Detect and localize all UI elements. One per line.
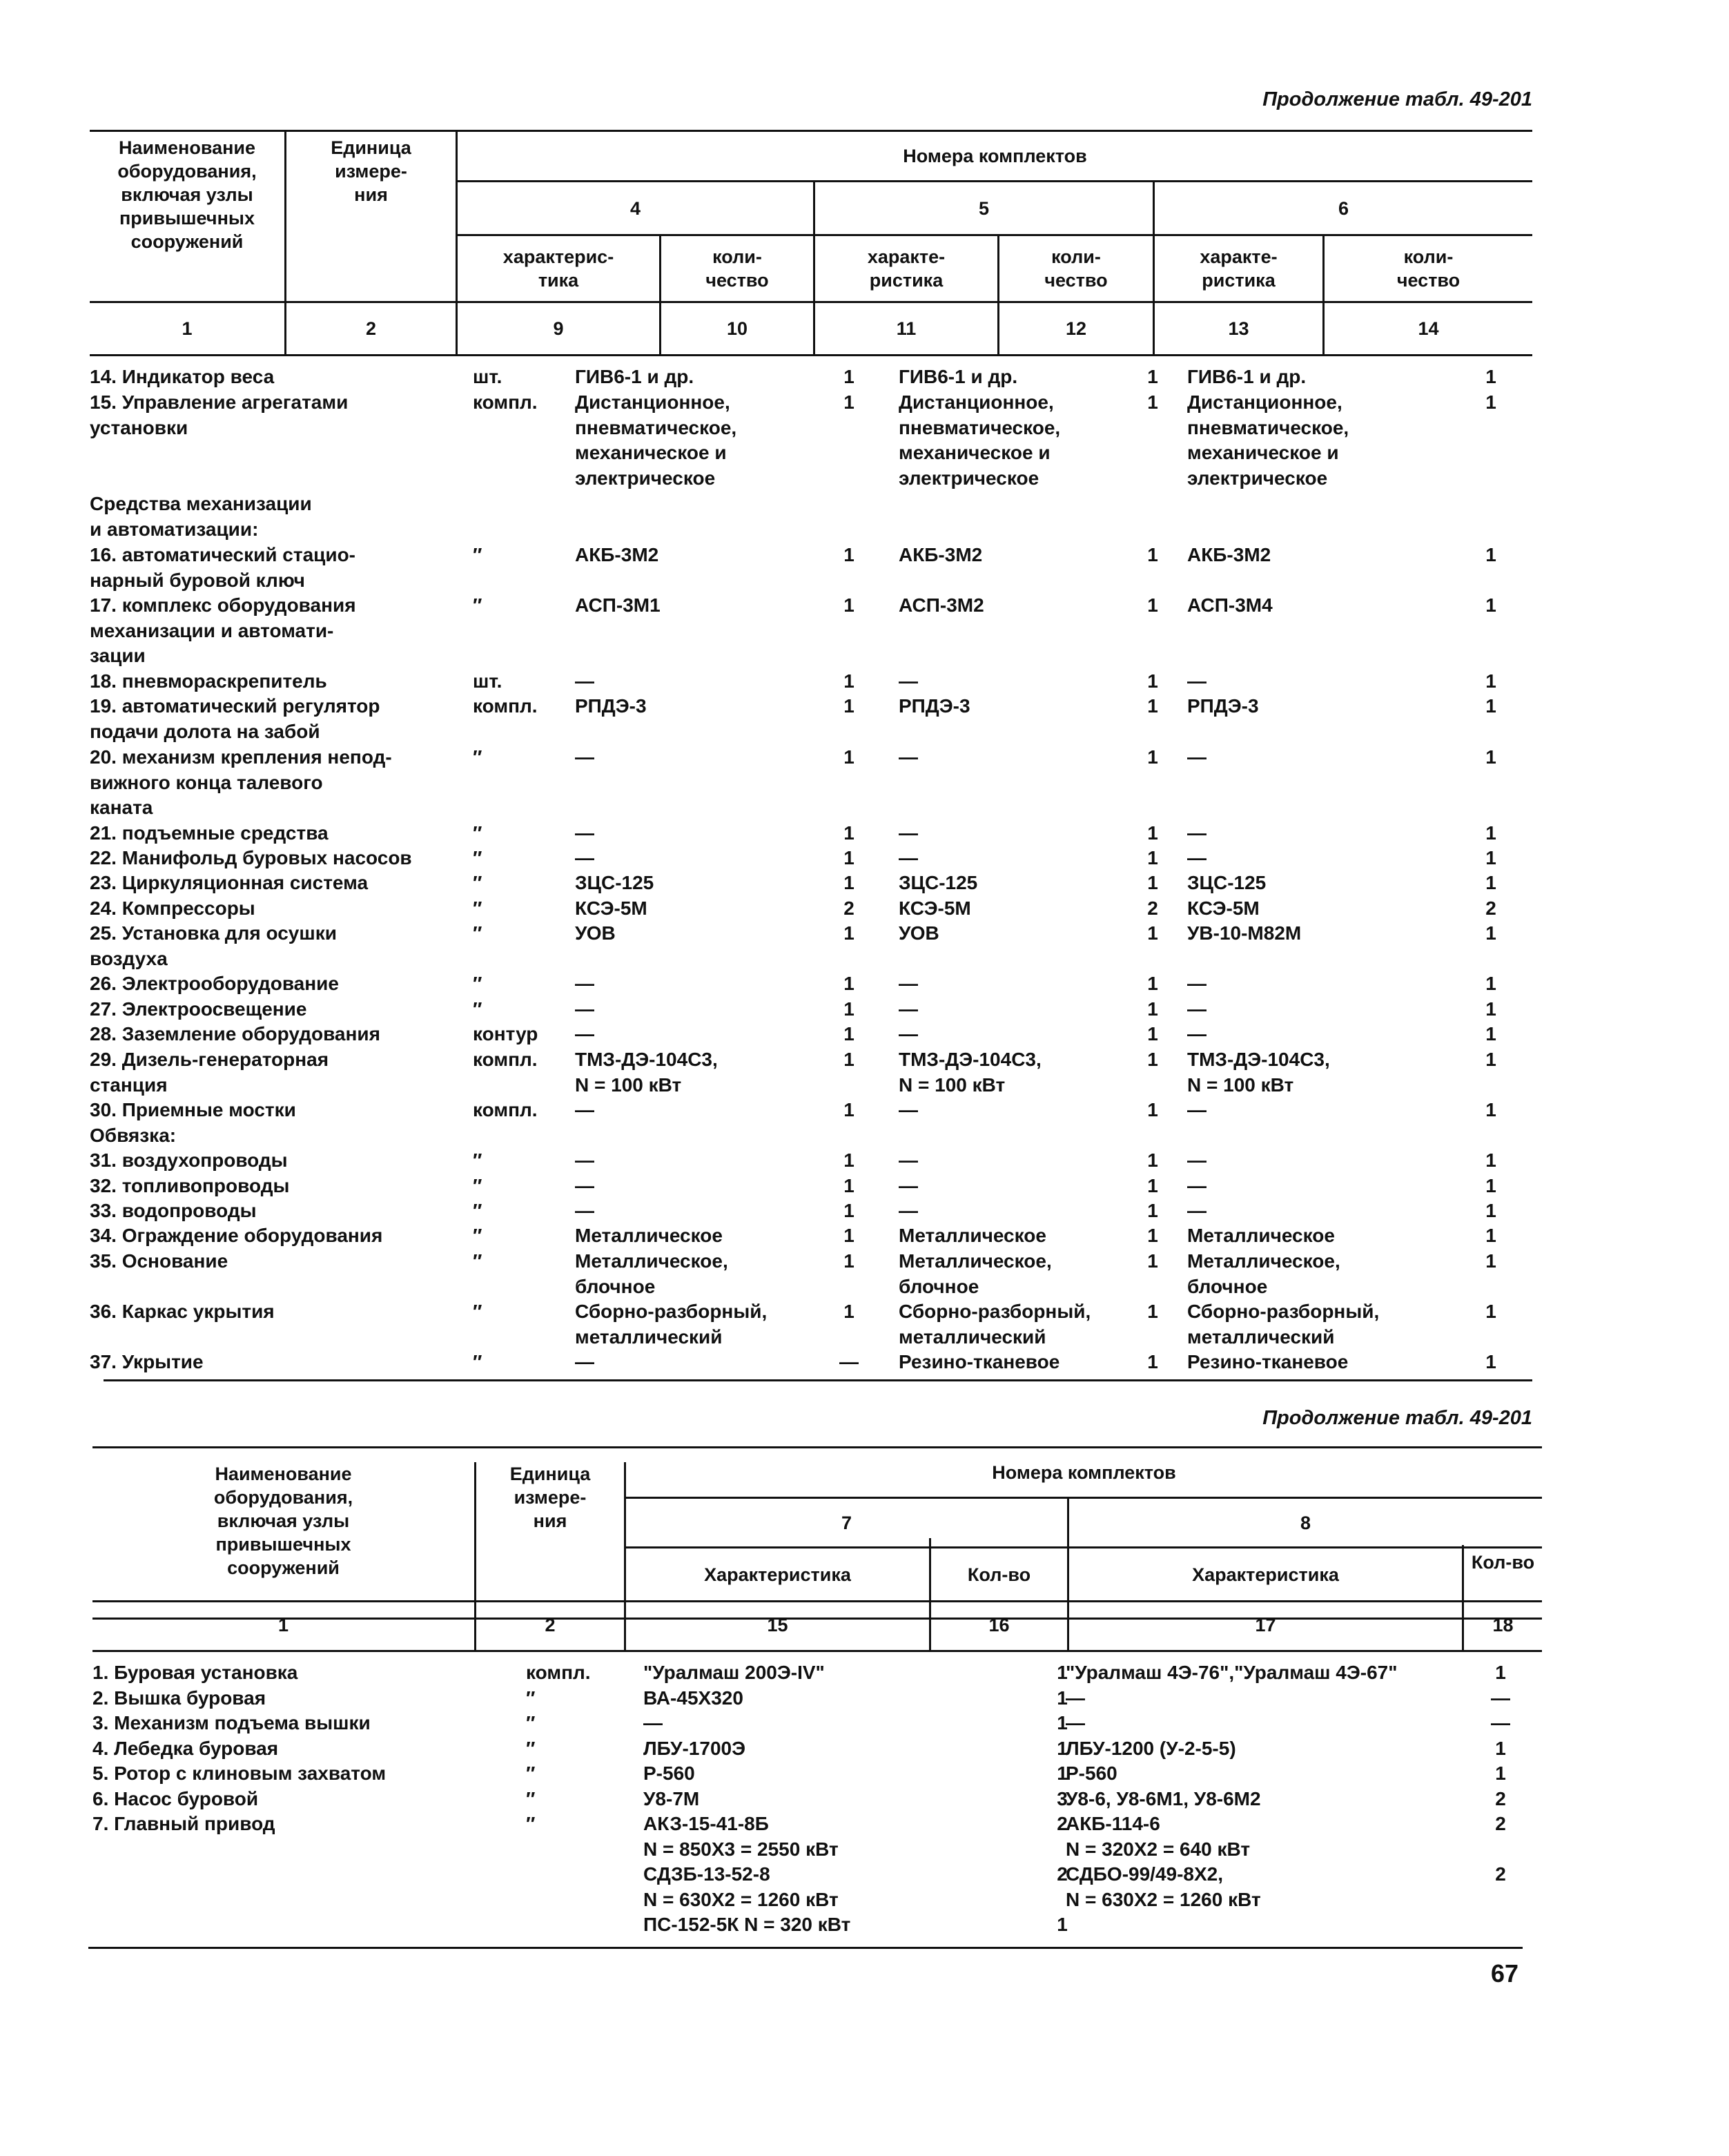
row-qty-7: 1	[1057, 1914, 1068, 1935]
row-char-4: ТМЗ-ДЭ-104С3, N = 100 кВт	[575, 1049, 718, 1096]
row-qty-6: 1	[1485, 1200, 1496, 1221]
row-char-6: Металлическое, блочное	[1187, 1250, 1340, 1297]
row-qty-5: 1	[1147, 1049, 1158, 1070]
row-char-6: —	[1187, 1149, 1207, 1171]
header-qty-6: коли- чество	[1396, 246, 1461, 291]
continuation-label-bottom: Продолжение табл. 49-201	[1262, 1407, 1532, 1429]
row-char-6: —	[1187, 746, 1207, 768]
row-name: 28. Заземление оборудования	[90, 1023, 380, 1045]
row-char-7: ВА-45Х320	[643, 1687, 743, 1709]
row-qty-6: 1	[1485, 1301, 1496, 1322]
row-qty-4: 1	[843, 366, 854, 387]
row-char-6: —	[1187, 670, 1207, 692]
header-qty-5: коли- чество	[1044, 246, 1108, 291]
row-name: 18. пневмораскрепитель	[90, 670, 327, 692]
continuation-label-top: Продолжение табл. 49-201	[1262, 88, 1532, 110]
row-unit: ″	[473, 998, 482, 1020]
row-char-6: УВ-10-М82М	[1187, 922, 1302, 944]
row-unit: компл.	[473, 1099, 538, 1120]
row-char-6: —	[1187, 822, 1207, 844]
header-num-10: 10	[726, 318, 748, 339]
row-name: 34. Ограждение оборудования	[90, 1225, 383, 1246]
row-qty-6: 1	[1485, 1351, 1496, 1372]
row-char-6: —	[1187, 998, 1207, 1020]
header-num-1: 1	[277, 1615, 289, 1635]
row-unit: ″	[526, 1762, 536, 1784]
row-unit: ″	[473, 1149, 482, 1171]
row-unit: контур	[473, 1023, 538, 1045]
row-unit: ″	[473, 1200, 482, 1221]
row-qty-6: 1	[1485, 1175, 1496, 1196]
row-qty-5: 1	[1147, 1301, 1158, 1322]
row-char-6: АКБ-3М2	[1187, 544, 1271, 565]
header-num-12: 12	[1065, 318, 1087, 339]
row-unit: ″	[526, 1788, 536, 1809]
row-name: 36. Каркас укрытия	[90, 1301, 275, 1322]
row-qty-4: 1	[843, 1225, 854, 1246]
header-num-14: 14	[1418, 318, 1439, 339]
row-unit: ″	[473, 1225, 482, 1246]
row-char-4: —	[575, 1200, 594, 1221]
row-char-6: Дистанционное, пневматическое, механическое и электрическое	[1187, 391, 1349, 489]
header-num-11: 11	[896, 318, 917, 339]
row-qty-8: 1	[1495, 1762, 1506, 1784]
row-qty-4: 1	[843, 1099, 854, 1120]
row-char-5: —	[899, 847, 918, 868]
row-char-4: —	[575, 1175, 594, 1196]
row-qty-8: —	[1491, 1687, 1510, 1709]
row-unit: ″	[473, 544, 482, 565]
row-unit: компл.	[473, 1049, 538, 1070]
header-qty-7: Кол-во	[967, 1564, 1031, 1585]
row-char-5: —	[899, 1099, 918, 1120]
row-qty-4: 2	[843, 897, 854, 919]
row-qty-5: 1	[1147, 822, 1158, 844]
row-unit: ″	[526, 1738, 536, 1759]
row-qty-6: 1	[1485, 1250, 1496, 1272]
row-qty-6: 1	[1485, 973, 1496, 994]
row-char-5: —	[899, 1200, 918, 1221]
row-char-4: —	[575, 1351, 594, 1372]
row-char-7: Р-560	[643, 1762, 695, 1784]
header-char-4: характерис- тика	[502, 246, 614, 291]
row-qty-6: 1	[1485, 1023, 1496, 1045]
row-char-4: —	[575, 670, 594, 692]
row-char-4: Металлическое	[575, 1225, 723, 1246]
row-char-8: СДБО-99/49-8Х2, N = 630Х2 = 1260 кВт	[1066, 1863, 1261, 1910]
row-qty-5: 1	[1147, 847, 1158, 868]
row-qty-4: 1	[843, 922, 854, 944]
row-name: 3. Механизм подъема вышки	[92, 1712, 371, 1733]
row-qty-4: 1	[843, 973, 854, 994]
row-name: 1. Буровая установка	[92, 1662, 298, 1683]
row-qty-6: 1	[1485, 872, 1496, 893]
row-char-5: АСП-3М2	[899, 594, 984, 616]
table2-number-row	[92, 1600, 1542, 1652]
row-qty-4: 1	[843, 872, 854, 893]
row-qty-5: 1	[1147, 366, 1158, 387]
row-char-5: —	[899, 1023, 918, 1045]
row-char-5: —	[899, 1175, 918, 1196]
row-unit: ″	[473, 973, 482, 994]
header-set-8: 8	[1300, 1512, 1311, 1533]
row-char-5: ТМЗ-ДЭ-104С3, N = 100 кВт	[899, 1049, 1042, 1096]
row-unit: ″	[526, 1813, 536, 1834]
row-char-4: РПДЭ-3	[575, 695, 647, 717]
row-unit: ″	[473, 897, 482, 919]
row-name: 24. Компрессоры	[90, 897, 255, 919]
row-qty-6: 1	[1485, 922, 1496, 944]
row-name: 33. водопроводы	[90, 1200, 257, 1221]
row-char-5: АКБ-3М2	[899, 544, 983, 565]
row-char-6: Сборно-разборный, металлический	[1187, 1301, 1380, 1348]
row-unit: компл.	[473, 391, 538, 413]
row-qty-7: 2	[1057, 1813, 1068, 1834]
row-char-5: УОВ	[899, 922, 939, 944]
row-qty-6: 1	[1485, 366, 1496, 387]
header-set-7: 7	[841, 1512, 852, 1533]
row-qty-5: 1	[1147, 922, 1158, 944]
header-set-5: 5	[978, 197, 990, 219]
row-char-5: —	[899, 822, 918, 844]
row-char-4: ЗЦС-125	[575, 872, 654, 893]
row-char-4: КСЭ-5М	[575, 897, 647, 919]
row-qty-5: 1	[1147, 1023, 1158, 1045]
row-qty-5: 1	[1147, 1250, 1158, 1272]
header-set-6: 6	[1338, 197, 1349, 219]
row-name: 14. Индикатор веса	[90, 366, 275, 387]
row-char-6: —	[1187, 1175, 1207, 1196]
row-char-4: АСП-3М1	[575, 594, 661, 616]
row-unit: шт.	[473, 670, 502, 692]
row-qty-4: 1	[843, 998, 854, 1020]
row-name: 7. Главный привод	[92, 1813, 275, 1834]
row-qty-7: 1	[1057, 1762, 1068, 1784]
row-char-8: ЛБУ-1200 (У-2-5-5)	[1066, 1738, 1236, 1759]
header-sets-title: Номера комплектов	[903, 146, 1087, 166]
row-qty-5: 1	[1147, 670, 1158, 692]
row-unit: ″	[526, 1687, 536, 1709]
row-qty-7: 1	[1057, 1712, 1068, 1733]
row-char-4: УОВ	[575, 922, 616, 944]
row-qty-7: 1	[1057, 1662, 1068, 1683]
row-char-5: РПДЭ-3	[899, 695, 970, 717]
row-char-4: —	[575, 822, 594, 844]
row-char-4: ГИВ6-1 и др.	[575, 366, 694, 387]
row-qty-4: 1	[843, 594, 854, 616]
row-char-5: —	[899, 746, 918, 768]
row-unit: ″	[473, 872, 482, 893]
row-char-4: —	[575, 1099, 594, 1120]
row-char-4: АКБ-3М2	[575, 544, 659, 565]
row-qty-8: 2	[1495, 1863, 1506, 1885]
header-qty-8: Кол-во	[1471, 1552, 1535, 1573]
header-name: Наименование оборудования, включая узлы привышечных сооружений	[213, 1464, 353, 1578]
row-qty-5: 1	[1147, 1351, 1158, 1372]
row-qty-6: 2	[1485, 897, 1496, 919]
row-name: 32. топливопроводы	[90, 1175, 290, 1196]
row-char-4: —	[575, 1023, 594, 1045]
row-name: 16. автоматический стацио- нарный буровой ключ	[90, 544, 355, 591]
row-char-7: "Уралмаш 200Э-IV"	[643, 1662, 825, 1683]
row-char-7: —	[643, 1712, 663, 1733]
row-qty-4: 1	[843, 391, 854, 413]
row-unit: ″	[473, 922, 482, 944]
header-num-13: 13	[1228, 318, 1249, 339]
row-unit: ″	[473, 746, 482, 768]
row-qty-4: 1	[843, 746, 854, 768]
header-set-4: 4	[629, 197, 641, 219]
row-name: 29. Дизель-генераторная станция	[90, 1049, 329, 1096]
row-char-8: "Уралмаш 4Э-76","Уралмаш 4Э-67"	[1066, 1662, 1398, 1683]
row-unit: ″	[473, 847, 482, 868]
row-char-5: Металлическое, блочное	[899, 1250, 1052, 1297]
row-char-7: ПС-152-5К N = 320 кВт	[643, 1914, 851, 1935]
row-char-6: Резино-тканевое	[1187, 1351, 1349, 1372]
row-qty-6: 1	[1485, 695, 1496, 717]
row-unit: ″	[526, 1712, 536, 1733]
row-char-5: —	[899, 973, 918, 994]
row-qty-5: 1	[1147, 391, 1158, 413]
row-qty-5: 1	[1147, 1200, 1158, 1221]
row-qty-5: 1	[1147, 872, 1158, 893]
row-name: 20. механизм крепления непод- вижного конца талевого каната	[90, 746, 392, 818]
row-qty-8: 2	[1495, 1788, 1506, 1809]
row-unit: компл.	[526, 1662, 591, 1683]
row-char-4: —	[575, 847, 594, 868]
row-char-5: ГИВ6-1 и др.	[899, 366, 1018, 387]
row-qty-7: 1	[1057, 1687, 1068, 1709]
row-qty-5: 1	[1147, 1175, 1158, 1196]
row-name: 5. Ротор с клиновым захватом	[92, 1762, 387, 1784]
header-name: Наименование оборудования, включая узлы привышечных сооружений	[117, 137, 257, 252]
row-name: 35. Основание	[90, 1250, 228, 1272]
row-name: 4. Лебедка буровая	[92, 1738, 279, 1759]
header-num-17: 17	[1255, 1615, 1276, 1635]
header-sets-title: Номера комплектов	[992, 1462, 1176, 1483]
row-name: 15. Управление агрегатами установки	[90, 391, 349, 438]
header-num-9: 9	[553, 318, 564, 339]
row-qty-6: 1	[1485, 847, 1496, 868]
row-unit: ″	[473, 1351, 482, 1372]
row-qty-5: 1	[1147, 1225, 1158, 1246]
row-char-4: Металлическое, блочное	[575, 1250, 728, 1297]
row-unit: ″	[473, 1250, 482, 1272]
header-char-5: характе- ристика	[867, 246, 946, 291]
header-char-6: характе- ристика	[1200, 246, 1278, 291]
row-char-4: —	[575, 746, 594, 768]
row-qty-7: 1	[1057, 1738, 1068, 1759]
row-char-8: Р-560	[1066, 1762, 1117, 1784]
row-name: 30. Приемные мостки Обвязка:	[90, 1099, 296, 1146]
table1-bottom-rule	[104, 1379, 1532, 1381]
row-name: 31. воздухопроводы	[90, 1149, 288, 1171]
row-char-5: Металлическое	[899, 1225, 1046, 1246]
row-qty-5: 1	[1147, 746, 1158, 768]
row-qty-6: 1	[1485, 391, 1496, 413]
row-char-6: КСЭ-5М	[1187, 897, 1260, 919]
row-qty-8: —	[1491, 1712, 1510, 1733]
row-name: Средства механизации и автоматизации:	[90, 493, 312, 540]
row-qty-4: —	[839, 1351, 859, 1372]
row-qty-4: 1	[843, 1250, 854, 1272]
row-char-6: —	[1187, 973, 1207, 994]
row-qty-8: 1	[1495, 1662, 1506, 1683]
row-char-6: —	[1187, 1023, 1207, 1045]
header-num-16: 16	[988, 1615, 1010, 1635]
table2-header	[92, 1446, 1542, 1620]
row-char-6: РПДЭ-3	[1187, 695, 1259, 717]
row-qty-4: 1	[843, 1200, 854, 1221]
header-unit: Единица измере- ния	[331, 137, 411, 205]
row-char-8: —	[1066, 1712, 1085, 1733]
row-qty-5: 1	[1147, 1099, 1158, 1120]
row-char-4: —	[575, 998, 594, 1020]
row-qty-4: 1	[843, 1175, 854, 1196]
header-qty-4: коли- чество	[705, 246, 769, 291]
row-char-6: ТМЗ-ДЭ-104С3, N = 100 кВт	[1187, 1049, 1330, 1096]
row-name: 26. Электрооборудование	[90, 973, 339, 994]
row-name: 19. автоматический регулятор подачи долота на забой	[90, 695, 380, 742]
row-unit: ″	[473, 822, 482, 844]
row-qty-4: 1	[843, 544, 854, 565]
row-qty-4: 1	[843, 847, 854, 868]
row-name: 2. Вышка буровая	[92, 1687, 266, 1709]
row-char-8: У8-6, У8-6М1, У8-6М2	[1066, 1788, 1261, 1809]
row-qty-4: 1	[843, 695, 854, 717]
row-name: 23. Циркуляционная система	[90, 872, 369, 893]
row-qty-6: 1	[1485, 822, 1496, 844]
table2-bottom-rule	[88, 1947, 1523, 1949]
row-qty-5: 1	[1147, 1149, 1158, 1171]
row-name: 6. Насос буровой	[92, 1788, 259, 1809]
row-char-4: Дистанционное, пневматическое, механическое и электрическое	[575, 391, 737, 489]
row-qty-5: 2	[1147, 897, 1158, 919]
row-char-5: Сборно-разборный, металлический	[899, 1301, 1091, 1348]
row-qty-5: 1	[1147, 998, 1158, 1020]
row-char-6: —	[1187, 1200, 1207, 1221]
row-name: 25. Установка для осушки воздуха	[90, 922, 337, 969]
row-name: 21. подъемные средства	[90, 822, 329, 844]
row-qty-4: 1	[843, 670, 854, 692]
row-qty-6: 1	[1485, 594, 1496, 616]
table1-header	[90, 130, 1532, 356]
row-qty-6: 1	[1485, 998, 1496, 1020]
row-name: 37. Укрытие	[90, 1351, 204, 1372]
row-name: 22. Манифольд буровых насосов	[90, 847, 412, 868]
header-char-7: Характеристика	[704, 1564, 851, 1585]
row-qty-6: 1	[1485, 746, 1496, 768]
row-qty-5: 1	[1147, 594, 1158, 616]
row-char-4: —	[575, 1149, 594, 1171]
row-char-6: ГИВ6-1 и др.	[1187, 366, 1307, 387]
row-char-6: АСП-3М4	[1187, 594, 1273, 616]
row-char-4: Сборно-разборный, металлический	[575, 1301, 768, 1348]
row-qty-4: 1	[843, 1149, 854, 1171]
row-char-7: ЛБУ-1700Э	[643, 1738, 746, 1759]
row-char-8: —	[1066, 1687, 1085, 1709]
row-name: 27. Электроосвещение	[90, 998, 307, 1020]
row-unit: шт.	[473, 366, 502, 387]
row-char-7: У8-7М	[643, 1788, 700, 1809]
page-number: 67	[1491, 1959, 1519, 1988]
row-char-5: Резино-тканевое	[899, 1351, 1060, 1372]
row-char-6: Металлическое	[1187, 1225, 1335, 1246]
row-char-5: —	[899, 998, 918, 1020]
row-qty-6: 1	[1485, 1099, 1496, 1120]
header-unit: Единица измере- ния	[509, 1464, 591, 1531]
row-qty-7: 2	[1057, 1863, 1068, 1885]
row-qty-6: 1	[1485, 1049, 1496, 1070]
header-num-15: 15	[767, 1615, 788, 1635]
row-qty-4: 1	[843, 822, 854, 844]
row-unit: ″	[473, 1301, 482, 1322]
row-qty-5: 1	[1147, 973, 1158, 994]
row-unit: компл.	[473, 695, 538, 717]
row-name: 17. комплекс оборудования механизации и автомати- зации	[90, 594, 356, 666]
row-unit: ″	[473, 594, 482, 616]
row-char-5: —	[899, 1149, 918, 1171]
row-unit: ″	[473, 1175, 482, 1196]
row-char-7: АКЗ-15-41-8Б N = 850Х3 = 2550 кВт	[643, 1813, 839, 1860]
row-qty-8: 1	[1495, 1738, 1506, 1759]
header-num-2: 2	[365, 318, 377, 339]
row-qty-4: 1	[843, 1049, 854, 1070]
row-qty-6: 1	[1485, 1149, 1496, 1171]
row-char-4: —	[575, 973, 594, 994]
header-num-1: 1	[182, 318, 193, 339]
row-char-7: СДЗБ-13-52-8 N = 630Х2 = 1260 кВт	[643, 1863, 839, 1910]
row-qty-6: 1	[1485, 1225, 1496, 1246]
row-char-5: КСЭ-5М	[899, 897, 971, 919]
row-char-8: АКБ-114-6 N = 320Х2 = 640 кВт	[1066, 1813, 1251, 1860]
row-char-6: —	[1187, 847, 1207, 868]
row-qty-4: 1	[843, 1023, 854, 1045]
row-char-6: —	[1187, 1099, 1207, 1120]
row-qty-4: 1	[843, 1301, 854, 1322]
row-qty-5: 1	[1147, 544, 1158, 565]
row-qty-5: 1	[1147, 695, 1158, 717]
header-num-2: 2	[545, 1615, 556, 1635]
row-qty-7: 3	[1057, 1788, 1068, 1809]
row-qty-6: 1	[1485, 544, 1496, 565]
row-char-6: ЗЦС-125	[1187, 872, 1267, 893]
row-qty-8: 2	[1495, 1813, 1506, 1834]
header-char-8: Характеристика	[1192, 1564, 1339, 1585]
row-char-5: —	[899, 670, 918, 692]
row-char-5: Дистанционное, пневматическое, механическое и электрическое	[899, 391, 1061, 489]
header-num-18: 18	[1492, 1615, 1514, 1635]
row-char-5: ЗЦС-125	[899, 872, 978, 893]
row-qty-6: 1	[1485, 670, 1496, 692]
